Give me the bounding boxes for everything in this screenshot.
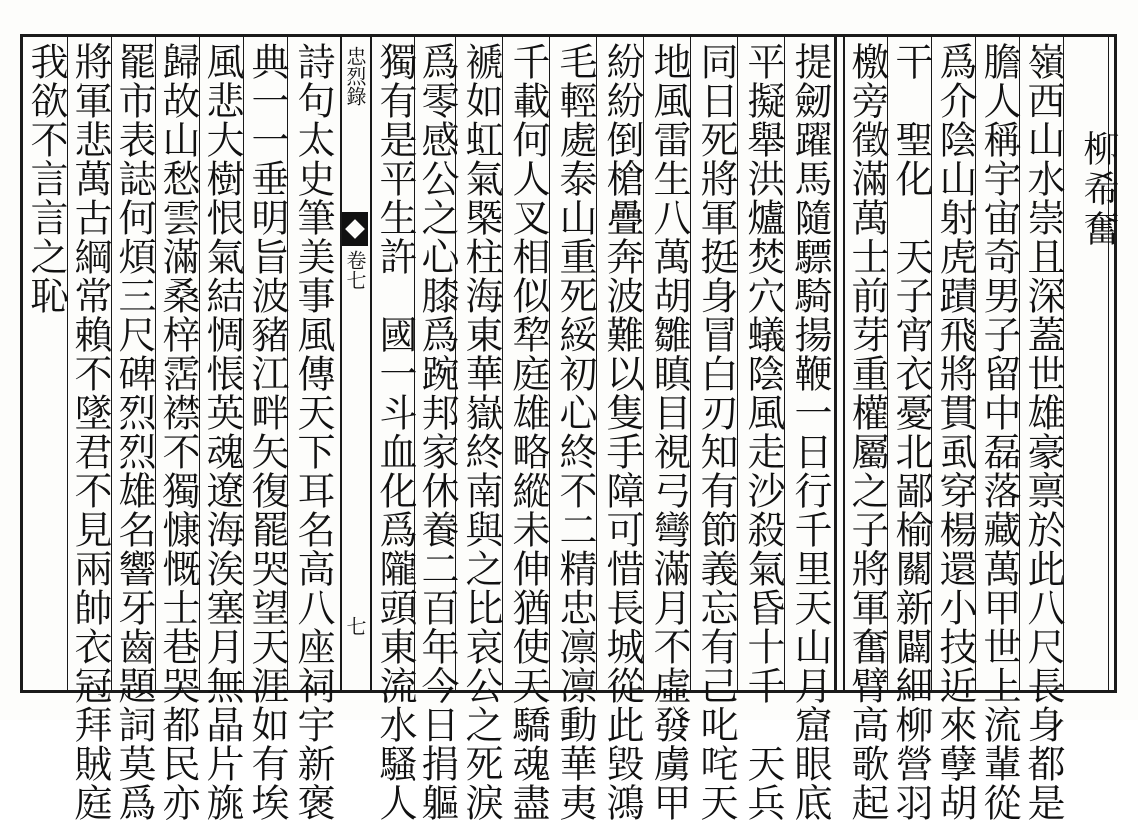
text-column: 地風雷生八萬胡雛瞋目視弓彎滿月不虛發虜甲: [647, 42, 691, 822]
page-fold-rule: [834, 34, 837, 693]
fish-tail-mark-icon: [342, 212, 368, 246]
text-column: 檄旁徵滿萬士前芽重權屬之子將軍奮臂高歌起: [845, 42, 889, 822]
text-column: 膽人稱宇宙奇男子留中磊落藏萬甲世上流輩從: [977, 42, 1021, 822]
poem-title: 柳希奮: [1078, 130, 1119, 250]
left-border-rule: [20, 34, 23, 693]
text-column: 歸故山愁雲滿桑梓霑襟不獨慷慨士巷哭都民亦: [156, 42, 200, 822]
text-column: 毛輕處泰山重死綏初心終不二精忠凛凛動華夷: [553, 42, 597, 822]
book-title: 忠烈錄: [343, 46, 367, 106]
text-column: 紛紛倒槍疊奔波難以隻手障可惜長城從此毀鴻: [600, 42, 644, 822]
text-column: 詩句太史筆美事風傳天下耳名高八座祠宇新褒: [291, 42, 335, 822]
text-column: 將軍悲萬古綱常賴不墜君不見兩帥衣冠拜賊庭: [68, 42, 112, 822]
text-column: 爲介陰山射虎蹟飛將貫虱穿楊還小技近來孽胡: [933, 42, 977, 822]
text-column: 提劒躍馬隨驃騎揚鞭一日行千里天山月窟眼底: [788, 42, 832, 822]
text-column: 千載何人叉相似犂庭雄略縱未伸猶使天驕魂盡: [506, 42, 550, 822]
text-column: 嶺西山水崇且深蓋世雄豪禀於此八尺長身都是: [1021, 42, 1065, 822]
page-number: 七: [343, 616, 367, 636]
top-border-rule: [22, 34, 1116, 37]
text-column: 風悲大樹恨氣結惆悵英魂遼海涘塞月無晶片旐: [200, 42, 244, 822]
gutter-rule-right: [370, 34, 372, 693]
text-column: 褫如虹氣槩柱海東華嶽終南與之比哀公之死淚: [459, 42, 503, 822]
center-gutter: [342, 40, 368, 690]
text-column: 平擬舉洪爐焚穴蟻陰風走沙殺氣昏十千 天兵: [741, 42, 785, 822]
text-column: 爲零感公之心膝爲踠邦家休養二百年今日捐軀: [415, 42, 459, 822]
text-column: 獨有是平生許 國一斗血化爲隴頭東流水騷人: [373, 42, 417, 822]
text-column: 我欲不言言之恥: [24, 42, 68, 315]
text-column: 罷市表誌何煩三尺碑烈烈雄名響牙齒題詞莫爲: [112, 42, 156, 822]
text-column: 同日死將軍挺身冒白刃知有節義忘有己叱咤天: [694, 42, 738, 822]
text-column: 典一一垂明旨波豬江畔矢復罷哭望天涯如有埃: [245, 42, 289, 822]
volume-label: 卷七: [343, 250, 367, 290]
text-column: 干 聖化 天子宵衣憂北鄙榆關新闢細柳營羽: [889, 42, 933, 822]
